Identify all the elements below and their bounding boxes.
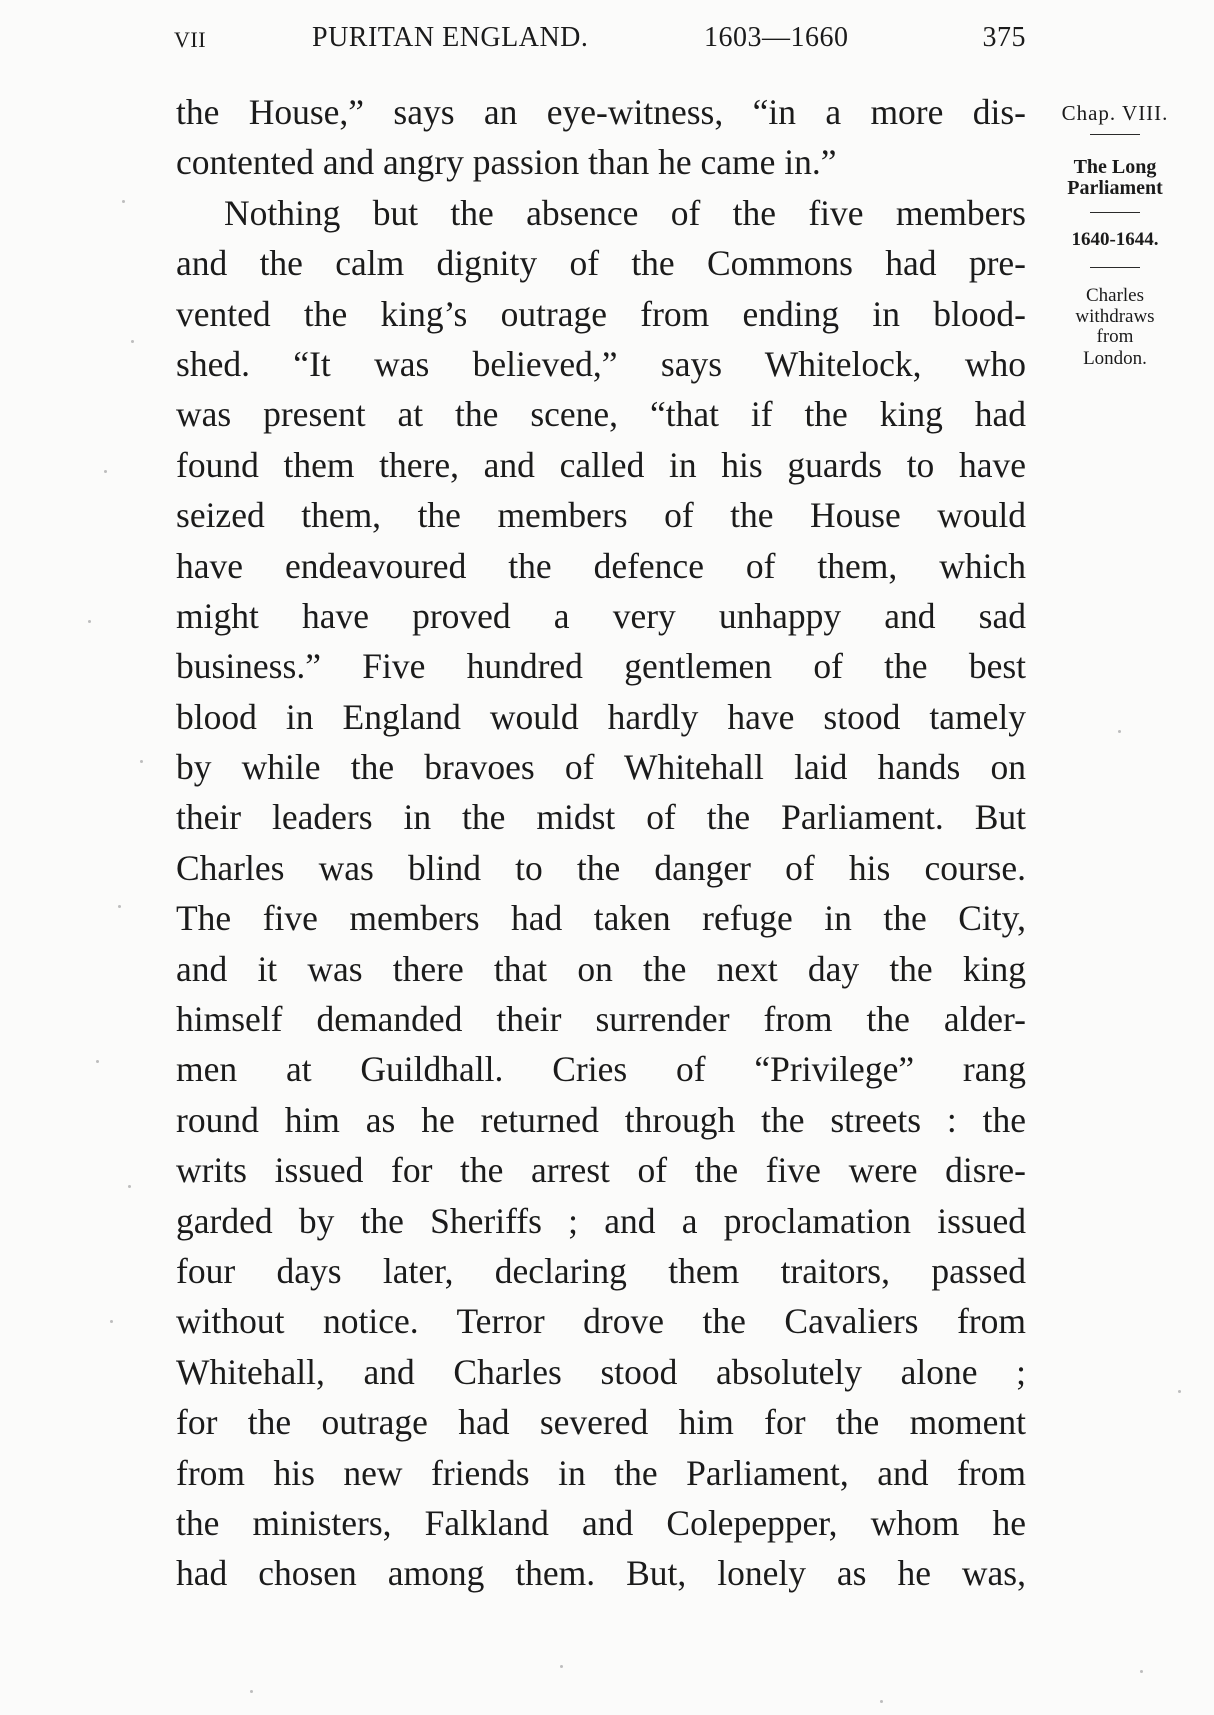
header-years: 1603—1660 <box>704 22 849 53</box>
text-line: The five members had taken refuge in the City, <box>176 898 1026 939</box>
text-line: business.” Five hundred gentlemen of the best <box>176 646 1026 687</box>
header-book-title: PURITAN ENGLAND. <box>312 22 589 53</box>
header-chapter-number: VII <box>174 27 207 52</box>
text-line: contented and angry passion than he came in.” <box>176 142 837 183</box>
sidenote-subject-line-4: London. <box>1083 348 1147 369</box>
text-line: Whitehall, and Charles stood absolutely alone ; <box>176 1351 1026 1392</box>
text-line: have endeavoured the defence of them, which <box>176 545 1026 586</box>
text-line: garded by the Sheriffs ; and a proclamation issued <box>176 1200 1026 1241</box>
text-line: four days later, declaring them traitors, passed <box>176 1250 1026 1291</box>
sidenote-rule <box>1090 212 1140 213</box>
sidenote-subject-line-1: Charles <box>1085 285 1145 306</box>
text-line: had chosen among them. But, lonely as he was, <box>176 1553 1026 1594</box>
text-line: and the calm dignity of the Commons had pre- <box>176 243 1026 284</box>
running-header <box>174 22 1026 62</box>
text-line: by while the bravoes of Whitehall laid hands on <box>176 747 1026 788</box>
sidenote-rule <box>1090 267 1140 268</box>
text-line: seized them, the members of the House would <box>176 495 1026 536</box>
text-line: their leaders in the midst of the Parliament. But <box>176 797 1026 838</box>
text-line: writs issued for the arrest of the five were disre- <box>176 1150 1026 1191</box>
text-line: round him as he returned through the streets : the <box>176 1099 1026 1140</box>
sidenote-chapter: Chap. VIII. <box>1061 101 1169 125</box>
text-line: himself demanded their surrender from the alder- <box>176 999 1026 1040</box>
sidenote-subject-line-3: from <box>1096 326 1134 347</box>
text-line: vented the king’s outrage from ending in blood- <box>176 293 1026 334</box>
sidenote-topic-line-2: Parliament <box>1067 177 1163 199</box>
text-line: and it was there that on the next day the king <box>176 948 1026 989</box>
text-line: the House,” says an eye-witness, “in a more dis- <box>176 92 1026 132</box>
text-line: without notice. Terror drove the Cavaliers from <box>176 1301 1026 1342</box>
text-line: Nothing but the absence of the five members <box>224 192 1026 233</box>
text-line: shed. “It was believed,” says Whitelock, who <box>176 343 1026 384</box>
text-line: found them there, and called in his guards to have <box>176 444 1026 485</box>
text-line: might have proved a very unhappy and sad <box>176 595 1026 636</box>
text-line: from his new friends in the Parliament, and from <box>176 1452 1026 1493</box>
sidenote-subject-line-2: withdraws <box>1075 306 1155 327</box>
sidenote-years: 1640-1644. <box>1071 229 1159 250</box>
page-number: 375 <box>982 22 1026 53</box>
text-line: was present at the scene, “that if the king had <box>176 394 1026 435</box>
text-line: for the outrage had severed him for the moment <box>176 1402 1026 1443</box>
text-line: men at Guildhall. Cries of “Privilege” rang <box>176 1049 1026 1090</box>
body-text <box>176 87 1026 1599</box>
sidenote-topic-line-1: The Long <box>1073 156 1157 178</box>
text-line: blood in England would hardly have stood tamely <box>176 696 1026 737</box>
text-line: the ministers, Falkland and Colepepper, whom he <box>176 1502 1026 1543</box>
text-line: Charles was blind to the danger of his course. <box>176 847 1026 888</box>
sidenote-rule <box>1090 134 1140 135</box>
